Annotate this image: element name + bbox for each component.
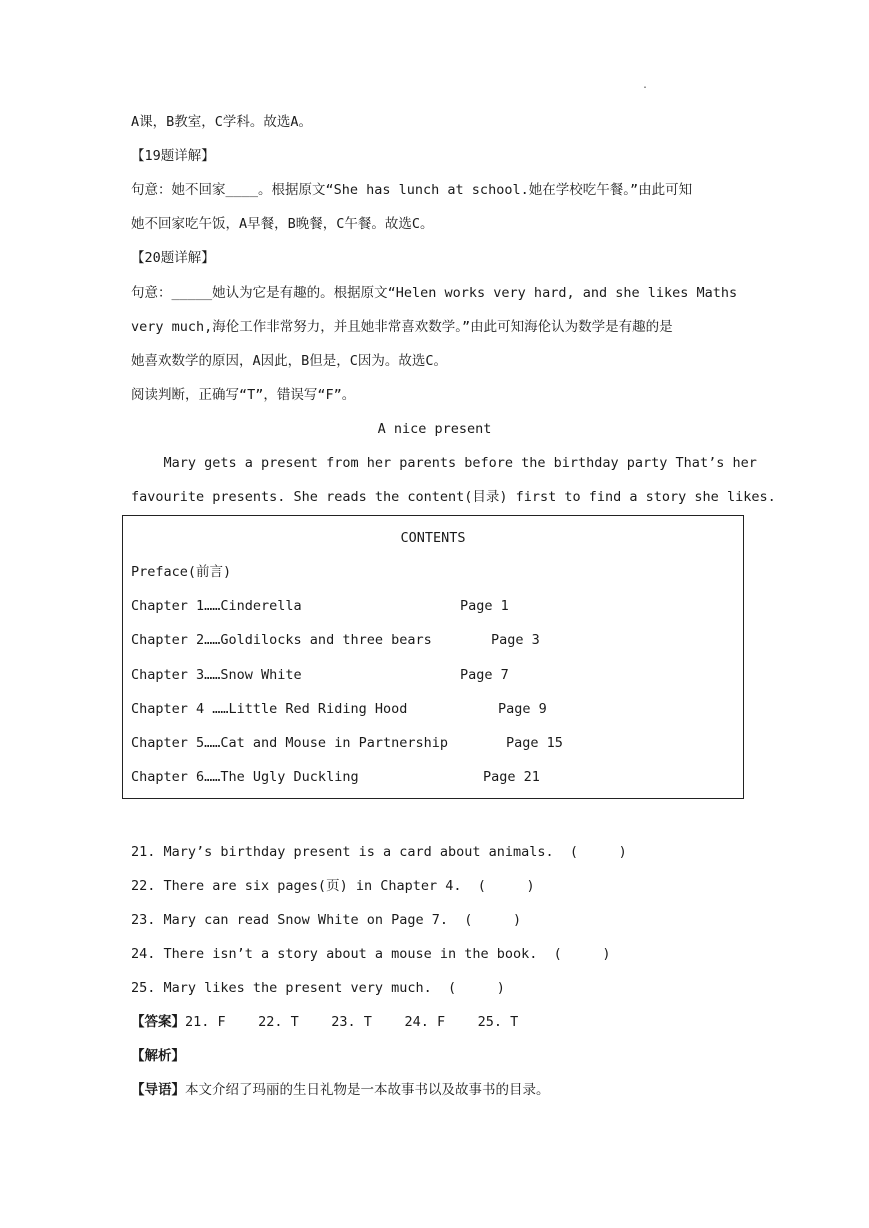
contents-box bbox=[122, 515, 744, 799]
contents-chapter: Chapter 1……Cinderella bbox=[131, 598, 302, 614]
guide-line bbox=[131, 1080, 550, 1100]
contents-page: Page 15 bbox=[506, 735, 563, 751]
contents-page: Page 21 bbox=[483, 769, 540, 785]
question-21: 21. Mary’s birthday present is a card about animals. ( ) bbox=[131, 844, 627, 860]
contents-title: CONTENTS bbox=[400, 530, 466, 546]
contents-page: Page 9 bbox=[498, 701, 547, 717]
guide-label: 【导语】 bbox=[131, 1082, 185, 1098]
question-22: 22. There are six pages(页) in Chapter 4. ( ) bbox=[131, 878, 535, 894]
text-line: very much,海伦工作非常努力，并且她非常喜欢数学。”由此可知海伦认为数学是有趣的是 bbox=[131, 319, 673, 335]
section-heading-19: 【19题详解】 bbox=[131, 148, 215, 164]
text-line: A课，B教室，C学科。故选A。 bbox=[131, 114, 313, 130]
section-heading-20: 【20题详解】 bbox=[131, 250, 215, 266]
question-23: 23. Mary can read Snow White on Page 7. ( ) bbox=[131, 912, 522, 928]
contents-page: Page 1 bbox=[460, 598, 509, 614]
header-mark: . bbox=[642, 80, 649, 91]
passage-title: A nice present bbox=[377, 421, 492, 437]
answer-text: 21. F 22. T 23. T 24. F 25. T bbox=[185, 1014, 519, 1030]
contents-preface: Preface(前言) bbox=[131, 564, 232, 580]
answer-label: 【答案】 bbox=[131, 1014, 185, 1030]
contents-chapter: Chapter 5……Cat and Mouse in Partnership bbox=[131, 735, 448, 751]
question-25: 25. Mary likes the present very much. ( ) bbox=[131, 980, 505, 996]
contents-chapter: Chapter 2……Goldilocks and three bears bbox=[131, 632, 432, 648]
contents-chapter: Chapter 4 ……Little Red Riding Hood bbox=[131, 701, 408, 717]
contents-chapter: Chapter 6……The Ugly Duckling bbox=[131, 769, 359, 785]
contents-page: Page 3 bbox=[491, 632, 540, 648]
answer-line bbox=[131, 1012, 518, 1032]
contents-page: Page 7 bbox=[460, 667, 509, 683]
question-24: 24. There isn’t a story about a mouse in the book. ( ) bbox=[131, 946, 611, 962]
contents-chapter: Chapter 3……Snow White bbox=[131, 667, 302, 683]
text-line: 句意：她不回家____。根据原文“She has lunch at school.她在学校吃午餐。”由此可知 bbox=[131, 182, 693, 198]
passage-line: favourite presents. She reads the content(目录) first to find a story she likes. bbox=[131, 489, 776, 505]
instruction-line: 阅读判断，正确写“T”，错误写“F”。 bbox=[131, 387, 356, 403]
text-line: 句意：_____她认为它是有趣的。根据原文“Helen works very hard, and she likes Maths bbox=[131, 285, 738, 301]
passage-line: Mary gets a present from her parents before the birthday party That’s her bbox=[131, 455, 757, 471]
guide-text: 本文介绍了玛丽的生日礼物是一本故事书以及故事书的目录。 bbox=[185, 1082, 550, 1098]
text-line: 她喜欢数学的原因，A因此，B但是，C因为。故选C。 bbox=[131, 353, 448, 369]
text-line: 她不回家吃午饭，A早餐，B晚餐，C午餐。故选C。 bbox=[131, 216, 434, 232]
analysis-label: 【解析】 bbox=[131, 1048, 185, 1064]
